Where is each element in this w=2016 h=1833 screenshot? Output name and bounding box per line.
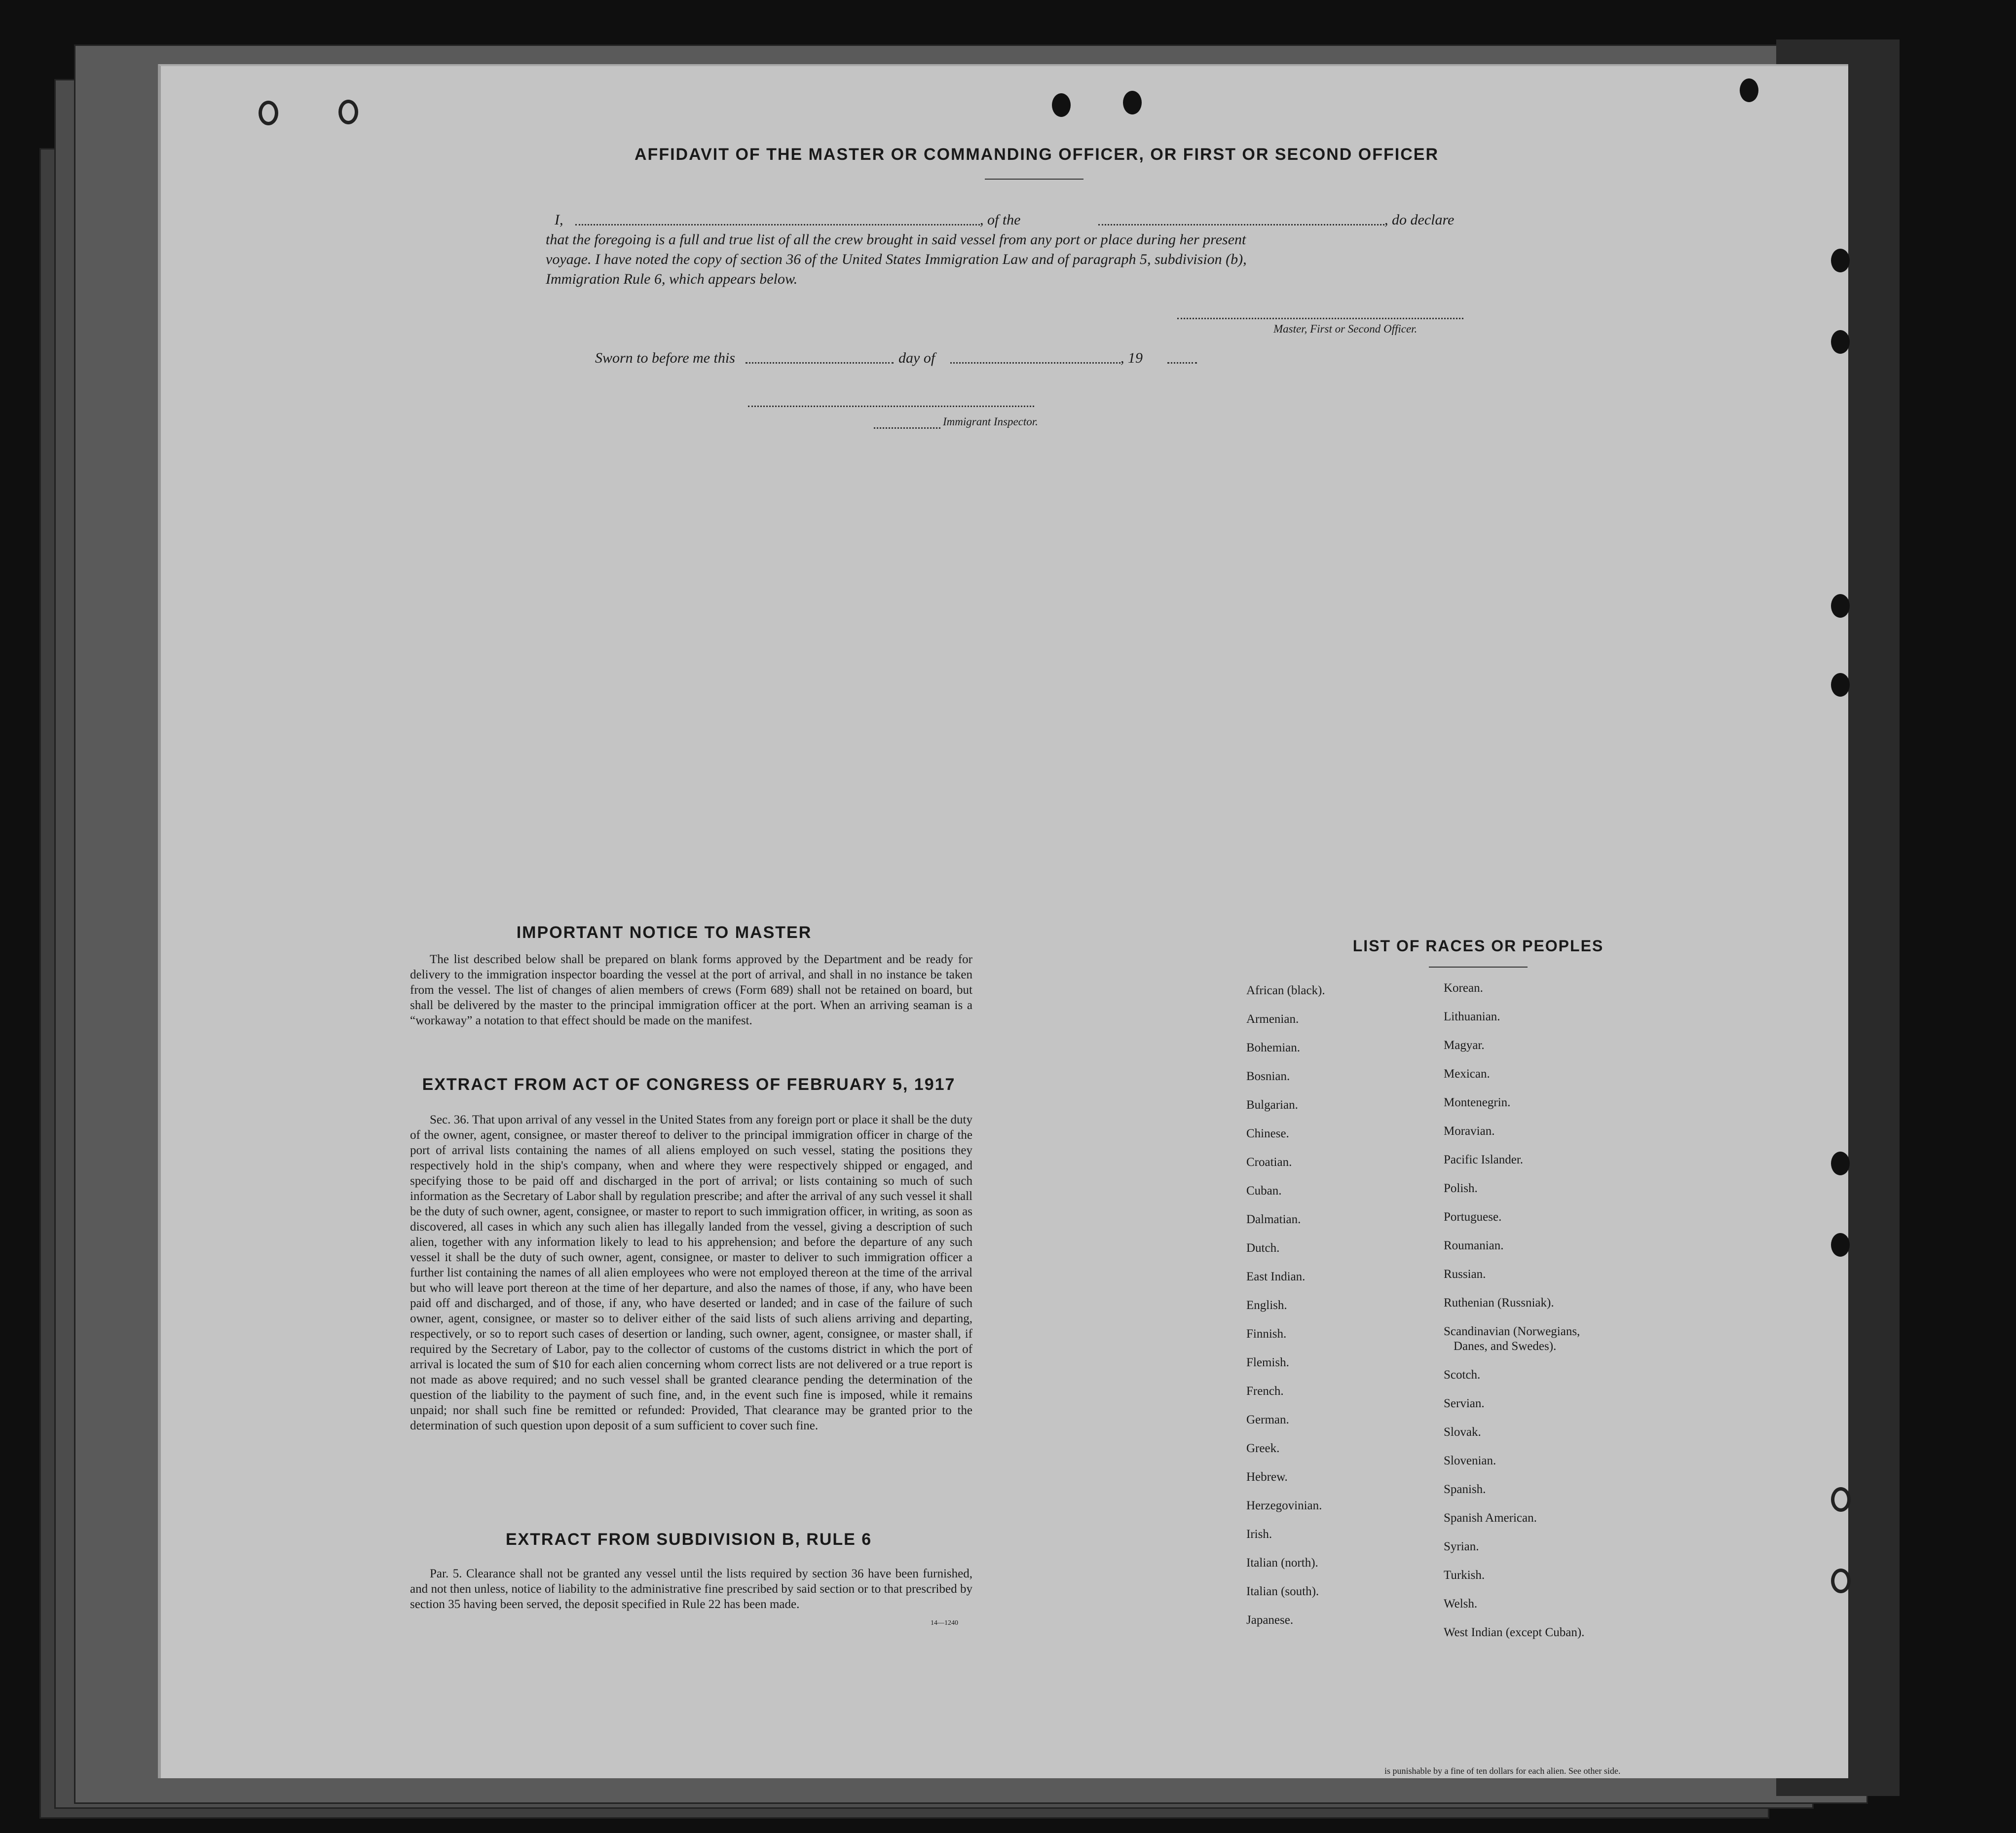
title-rule <box>985 179 1083 180</box>
footer-note: is punishable by a fine of ten dollars for each alien. See other side. <box>1384 1766 1621 1776</box>
punch-hole-icon <box>1831 1569 1851 1593</box>
race-item: Cuban. <box>1246 1184 1282 1197</box>
master-signature-blank[interactable] <box>1177 318 1463 319</box>
race-item: Bulgarian. <box>1246 1098 1298 1112</box>
act-extract-title: EXTRACT FROM ACT OF CONGRESS OF FEBRUARY 5, 1917 <box>422 1075 956 1094</box>
sworn-day-blank[interactable] <box>746 362 894 364</box>
race-item: Croatian. <box>1246 1156 1292 1169</box>
race-item: West Indian (except Cuban). <box>1444 1626 1585 1639</box>
punch-hole-icon <box>1740 78 1758 102</box>
affidavit-title: AFFIDAVIT OF THE MASTER OR COMMANDING OFFICER, OR FIRST OR SECOND OFFICER <box>635 145 1439 164</box>
punch-hole-icon <box>1831 673 1850 697</box>
race-item: Greek. <box>1246 1442 1280 1455</box>
punch-hole-icon <box>1831 1233 1850 1257</box>
race-item: Bohemian. <box>1246 1041 1301 1054</box>
name-blank[interactable] <box>575 224 980 225</box>
race-item: Turkish. <box>1444 1569 1485 1582</box>
rule-extract-title: EXTRACT FROM SUBDIVISION B, RULE 6 <box>505 1530 872 1549</box>
race-item: Slovenian. <box>1444 1454 1496 1467</box>
form-number: 14—1240 <box>931 1619 958 1627</box>
sworn-day-of: day of <box>898 350 935 366</box>
act-extract-body: Sec. 36. That upon arrival of any vessel in the United States from any foreign port or place it shall be the duty of the owner, agent, consignee, or master thereof to deliver to the principal immigration officer in charge of the port of arrival lists containing the names of all aliens employed on such vessel, stating the positions they respectively hold in the ship's company, when and where they were respectively shipped or engaged, and specifying those to be paid off and discharged in the port of arrival; or lists containing so much of such information as the Secretary of Labor shall by regulation prescribe; and after the arrival of any such vessel it shall be the duty of such owner, agent, consignee, or master to report to such immigration officer, in writing, as soon as discovered, all cases in which any such alien has illegally landed from the vessel, giving a description of such alien, together with any information likely to lead to his apprehension; and before the departure of any such vessel it shall be the duty of such owner, agent, consignee, or master to deliver to such immigration officer a further list containing the names of all alien employees who were not employed thereon at the time of the arrival but who will leave port thereon at the time of her departure, and also the names of those, if any, who have been paid off and discharged, and of those, if any, who have deserted or landed; and in case of the failure of such owner, agent, consignee, or master so to deliver either of the said lists of such aliens arriving and departing, respectively, or so to report such cases of desertion or landing, such owner, agent, consignee, or master shall, if required by the Secretary of Labor, pay to the collector of customs of the customs district in which the port of arrival is located the sum of $10 for each alien concerning whom correct lists are not delivered or a true report is not made as above required; and no such vessel shall be granted clearance pending the determination of the question of the liability to the payment of such fine, and, in the event such fine is imposed, while it remains unpaid; nor shall such fine be remitted or refunded: Provided, That clearance may be granted prior to the determination of such question upon deposit of a sum sufficient to cover such fine. <box>410 1113 972 1432</box>
race-item: Finnish. <box>1246 1327 1287 1341</box>
punch-hole-icon <box>1831 1487 1851 1512</box>
punch-hole-icon <box>1831 249 1850 272</box>
inspector-blank-short[interactable] <box>874 427 940 429</box>
race-item: Irish. <box>1246 1528 1272 1541</box>
race-item: Servian. <box>1444 1397 1485 1410</box>
race-item: Bosnian. <box>1246 1070 1290 1083</box>
race-item: Roumanian. <box>1444 1239 1504 1252</box>
race-item: Russian. <box>1444 1268 1486 1281</box>
race-item: Slovak. <box>1444 1425 1481 1439</box>
race-item: Italian (north). <box>1246 1556 1318 1570</box>
race-item: Welsh. <box>1444 1597 1478 1610</box>
race-item: Portuguese. <box>1444 1210 1502 1224</box>
race-item: Magyar. <box>1444 1039 1485 1052</box>
affidavit-line3: voyage. I have noted the copy of section 36 of the United States Immigration Law and of paragraph 5, subdivision (b), <box>546 251 1247 267</box>
race-item: Flemish. <box>1246 1356 1289 1369</box>
sworn-prefix: Sworn to before me this <box>595 350 735 366</box>
race-item: Armenian. <box>1246 1012 1299 1026</box>
inspector-signature-blank[interactable] <box>748 406 1034 407</box>
document-sheet <box>158 64 1848 1778</box>
punch-hole-icon <box>1831 330 1850 354</box>
sworn-year-blank[interactable] <box>1167 362 1197 364</box>
race-item: Pacific Islander. <box>1444 1153 1524 1166</box>
race-item: Herzegovinian. <box>1246 1499 1322 1512</box>
race-item: German. <box>1246 1413 1289 1426</box>
race-item: Danes, and Swedes). <box>1454 1340 1557 1353</box>
race-item: Polish. <box>1444 1182 1478 1195</box>
punch-hole-icon <box>1123 91 1142 114</box>
race-item: Montenegrin. <box>1444 1096 1511 1109</box>
punch-hole-icon <box>338 100 358 124</box>
affidavit-line4: Immigration Rule 6, which appears below. <box>546 271 798 287</box>
punch-hole-icon <box>259 101 278 125</box>
race-item: French. <box>1246 1384 1284 1398</box>
punch-hole-icon <box>1052 93 1071 117</box>
race-item: Ruthenian (Russniak). <box>1444 1296 1554 1309</box>
race-item: Dutch. <box>1246 1241 1280 1255</box>
sworn-year: , 19 <box>1120 350 1143 366</box>
race-item: East Indian. <box>1246 1270 1306 1283</box>
race-item: Moravian. <box>1444 1124 1495 1138</box>
sworn-month-blank[interactable] <box>950 362 1120 364</box>
affidavit-of-the: , of the <box>980 212 1021 228</box>
race-item: English. <box>1246 1299 1287 1312</box>
race-item: Spanish American. <box>1444 1511 1537 1525</box>
notice-title: IMPORTANT NOTICE TO MASTER <box>516 923 812 942</box>
race-item: Dalmatian. <box>1246 1213 1301 1226</box>
race-item: Lithuanian. <box>1444 1010 1500 1023</box>
race-item: Spanish. <box>1444 1483 1486 1496</box>
master-signature-label: Master, First or Second Officer. <box>1273 323 1418 335</box>
race-item: Syrian. <box>1444 1540 1479 1553</box>
races-title: LIST OF RACES OR PEOPLES <box>1352 937 1604 955</box>
vessel-blank[interactable] <box>1098 224 1384 225</box>
punch-hole-icon <box>1831 1152 1850 1175</box>
race-item: African (black). <box>1246 984 1325 997</box>
race-item: Hebrew. <box>1246 1470 1288 1484</box>
race-item: Japanese. <box>1246 1613 1294 1627</box>
race-item: Mexican. <box>1444 1067 1490 1081</box>
affidavit-i: I, <box>555 212 563 228</box>
notice-body: The list described below shall be prepared on blank forms approved by the Department and be ready for delivery to the immigration inspector boarding the vessel at the port of arrival, and shall in no instance be taken from the vessel. The list of changes of alien members of crews (Form 689) shall not be retained on board, but shall be delivered by the master to the principal immigration officer at the port. When an arriving seaman is a “workaway” a notation to that effect should be made on the manifest. <box>410 953 972 1027</box>
affidavit-declare: , do declare <box>1384 212 1455 228</box>
race-item: Scotch. <box>1444 1368 1481 1382</box>
inspector-label: Immigrant Inspector. <box>943 415 1038 428</box>
punch-hole-icon <box>1831 594 1850 618</box>
race-item: Chinese. <box>1246 1127 1289 1140</box>
rule-extract-body: Par. 5. Clearance shall not be granted any vessel until the lists required by section 36 have been furnished, and not then unless, notice of liability to the administrative fine prescribed by said section or to that prescribed by section 35 having been served, the deposit specified in Rule 22 has been made. <box>410 1567 972 1611</box>
affidavit-line2: that the foregoing is a full and true list of all the crew brought in said vessel from any port or place during her present <box>546 231 1246 248</box>
race-item: Italian (south). <box>1246 1585 1319 1598</box>
race-item: Scandinavian (Norwegians, <box>1444 1325 1580 1338</box>
races-rule <box>1429 967 1528 968</box>
race-item: Korean. <box>1444 981 1483 995</box>
